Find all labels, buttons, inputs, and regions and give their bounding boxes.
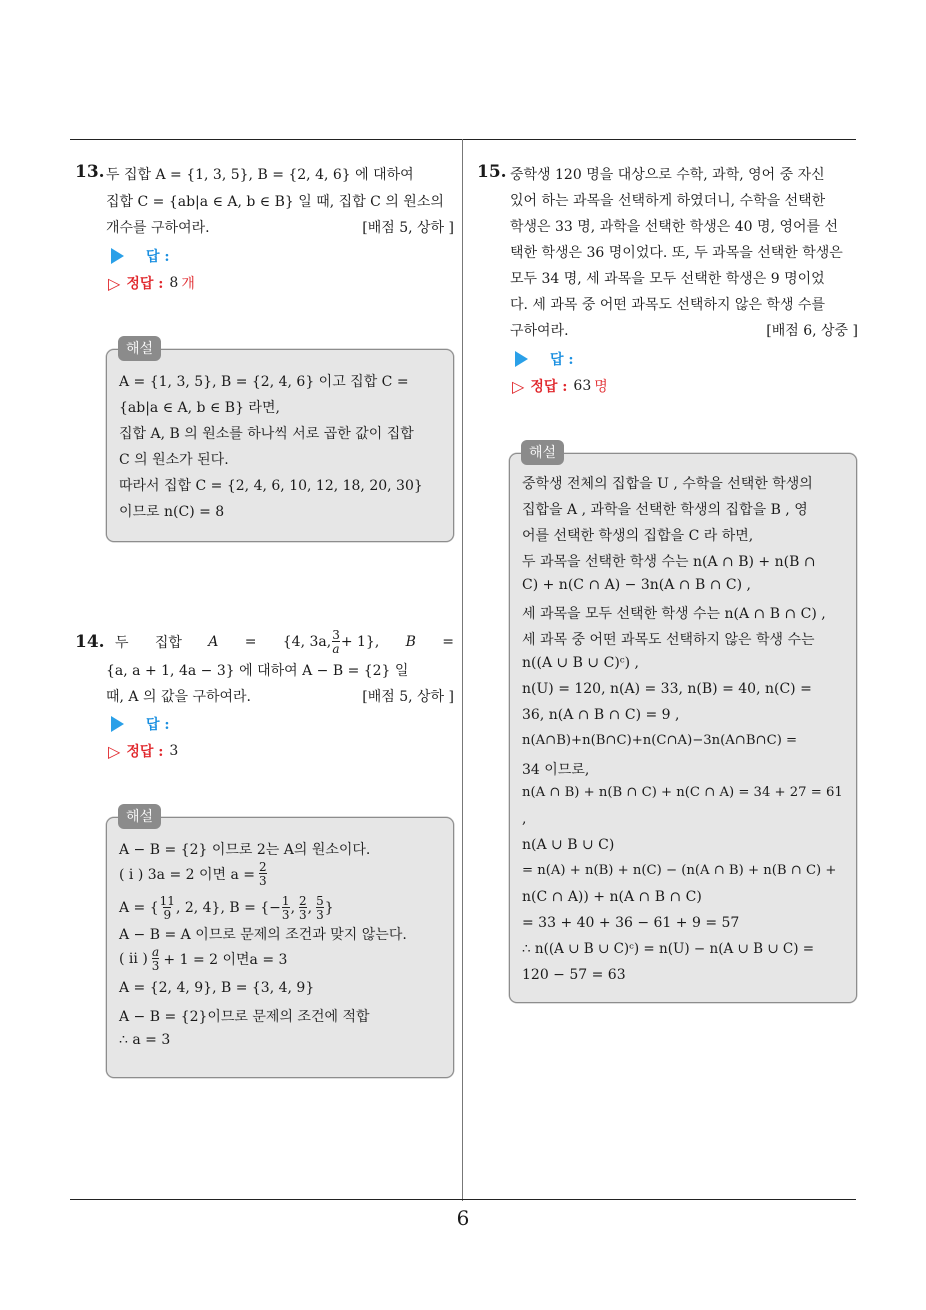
solution-box-14	[106, 817, 454, 1078]
solution-line: = 33 + 40 + 36 − 61 + 9 = 57	[522, 915, 740, 931]
fraction: $\frac{a}{3}$	[151, 945, 160, 973]
solution-line: 이므로 n(C) = 8	[119, 504, 225, 520]
solution-line: C 의 원소가 된다.	[119, 452, 229, 468]
solution-line: 세 과목 중 어떤 과목도 선택하지 않은 학생 수는	[522, 632, 815, 648]
problem-text-line: {a, a + 1, 4a − 3} 에 대하여 A − B = {2} 일	[106, 663, 409, 679]
solution-line: A − B = A 이므로 문제의 조건과 맞지 않는다.	[119, 927, 407, 943]
solution-line: ∴ n((A ∪ B ∪ C)ᶜ) = n(U) − n(A ∪ B ∪ C) =	[522, 941, 815, 957]
solution-line: 집합을 A , 과학을 선택한 학생의 집합을 B , 영	[522, 502, 808, 518]
correct-value: 3	[169, 743, 179, 759]
solution-line: 따라서 집합 C = {2, 4, 6, 10, 12, 18, 20, 30}	[119, 478, 423, 494]
correct-unit: 개	[181, 276, 195, 292]
fraction: $\frac{3}{a}$	[332, 628, 340, 656]
header-rule	[70, 139, 856, 140]
solution-line: n(A ∩ B) + n(B ∩ C) + n(C ∩ A) = 34 + 27 = 61	[522, 785, 843, 800]
correct-unit: 명	[594, 379, 608, 395]
correct-value: 63	[573, 378, 592, 394]
correct-label: 정답 :	[126, 276, 164, 292]
solution-line: n(A ∪ B ∪ C)	[522, 837, 615, 853]
solution-line: 어를 선택한 학생의 집합을 C 라 하면,	[522, 528, 754, 544]
problem-text-line: 택한 학생은 36 명이었다. 또, 두 과목을 선택한 학생은	[510, 245, 843, 261]
solution-line: n(C ∩ A)) + n(A ∩ B ∩ C)	[522, 889, 702, 905]
problem-number: 13.	[75, 162, 105, 182]
solution-tag: 해설	[118, 336, 161, 361]
solution-tag: 해설	[118, 804, 161, 829]
answer-row	[111, 714, 170, 734]
solution-tag: 해설	[521, 440, 564, 465]
correct-answer-row	[108, 741, 178, 761]
problem-text-line: 모두 34 명, 세 과목을 모두 선택한 학생은 9 명이었	[510, 271, 825, 287]
fraction: $\frac{11}{9}$	[159, 894, 175, 922]
solution-line: 두 과목을 선택한 학생 수는 n(A ∩ B) + n(B ∩	[522, 554, 816, 570]
problem-text-line: 두 집합 A = {4, 3a, $\frac{3}{a}$ + 1}, B =	[115, 628, 454, 656]
footer-rule	[70, 1199, 856, 1200]
problem-text-line: 두 집합 A = {1, 3, 5}, B = {2, 4, 6} 에 대하여	[106, 167, 414, 183]
fraction: $\frac{1}{3}$	[281, 894, 290, 922]
correct-value: 8	[169, 275, 179, 291]
page-number: 6	[456, 1206, 470, 1230]
solution-line: A = {2, 4, 9}, B = {3, 4, 9}	[119, 980, 315, 996]
problem-number: 15.	[477, 162, 507, 182]
solution-line: A = { $\frac{11}{9}$ , 2, 4}, B = {− $\frac{1}{3}$ , $\frac{2}{3}$ , $\frac{5}{3}$ }	[119, 894, 334, 922]
solution-line: {ab|a ∈ A, b ∈ B} 라면,	[119, 400, 280, 416]
fraction: $\frac{2}{3}$	[299, 894, 307, 922]
filled-triangle-icon	[515, 351, 528, 367]
problem-text-line: 학생은 33 명, 과학을 선택한 학생은 40 명, 영어를 선	[510, 219, 839, 235]
solution-line: n((A ∪ B ∪ C)ᶜ) ,	[522, 655, 639, 671]
solution-line: ∴ a = 3	[119, 1032, 171, 1048]
column-divider	[462, 139, 463, 1201]
answer-label: 답 :	[550, 352, 574, 368]
answer-label: 답 :	[146, 717, 170, 733]
open-triangle-icon: ▷	[512, 376, 525, 396]
solution-line: n(U) = 120, n(A) = 33, n(B) = 40, n(C) =	[522, 681, 812, 697]
solution-line: 집합 A, B 의 원소를 하나씩 서로 곱한 값이 집합	[119, 426, 414, 442]
correct-label: 정답 :	[530, 379, 568, 395]
solution-line: A − B = {2} 이므로 2는 A의 원소이다.	[119, 842, 371, 858]
solution-line: A = {1, 3, 5}, B = {2, 4, 6} 이고 집합 C =	[119, 374, 409, 390]
problem-text-line: 집합 C = {ab|a ∈ A, b ∈ B} 일 때, 집합 C 의 원소의	[106, 194, 444, 210]
filled-triangle-icon	[111, 716, 124, 732]
open-triangle-icon: ▷	[108, 741, 121, 761]
points-label: [배점 5, 상하 ]	[362, 689, 454, 705]
problem-15	[477, 162, 859, 402]
problem-text-line: 중학생 120 명을 대상으로 수학, 과학, 영어 중 자신	[510, 167, 825, 183]
correct-answer-row	[108, 273, 195, 293]
fraction: $\frac{2}{3}$	[259, 860, 267, 888]
solution-line: 36, n(A ∩ B ∩ C) = 9 ,	[522, 707, 680, 723]
answer-row	[515, 349, 574, 369]
solution-box-15	[509, 453, 857, 1003]
solution-line: 중학생 전체의 집합을 U , 수학을 선택한 학생의	[522, 476, 813, 492]
solution-box-13	[106, 349, 454, 542]
solution-line: ( i ) 3a = 2 이면 a = $\frac{2}{3}$	[119, 860, 267, 888]
solution-line: A − B = {2}이므로 문제의 조건에 적합	[119, 1009, 370, 1025]
solution-line: C) + n(C ∩ A) − 3n(A ∩ B ∩ C) ,	[522, 577, 751, 593]
problem-text-line: 다. 세 과목 중 어떤 과목도 선택하지 않은 학생 수를	[510, 297, 825, 313]
open-triangle-icon: ▷	[108, 273, 121, 293]
problem-14	[75, 626, 455, 766]
problem-text-line: 있어 하는 과목을 선택하게 하였더니, 수학을 선택한	[510, 193, 826, 209]
solution-line: n(A∩B)+n(B∩C)+n(C∩A)−3n(A∩B∩C) =	[522, 733, 798, 748]
solution-line: 34 이므로,	[522, 762, 590, 778]
problem-text-line: 때, A 의 값을 구하여라.	[106, 689, 252, 705]
fraction: $\frac{5}{3}$	[316, 894, 324, 922]
problem-number: 14.	[75, 632, 105, 652]
answer-label: 답 :	[146, 249, 170, 265]
solution-line: 120 − 57 = 63	[522, 967, 626, 983]
solution-line: ( ii ) $\frac{a}{3}$ + 1 = 2 이면a = 3	[119, 945, 288, 973]
solution-line: ,	[522, 811, 527, 827]
solution-line: = n(A) + n(B) + n(C) − (n(A ∩ B) + n(B ∩ C) +	[522, 863, 837, 878]
problem-13	[75, 162, 455, 302]
filled-triangle-icon	[111, 248, 124, 264]
problem-text-line: 개수를 구하여라.	[106, 220, 210, 236]
correct-label: 정답 :	[126, 744, 164, 760]
points-label: [배점 6, 상중 ]	[766, 323, 858, 339]
answer-row	[111, 246, 170, 266]
problem-text-line: 구하여라.	[510, 323, 569, 339]
correct-answer-row	[512, 376, 608, 396]
solution-line: 세 과목을 모두 선택한 학생 수는 n(A ∩ B ∩ C) ,	[522, 606, 826, 622]
points-label: [배점 5, 상하 ]	[362, 220, 454, 236]
